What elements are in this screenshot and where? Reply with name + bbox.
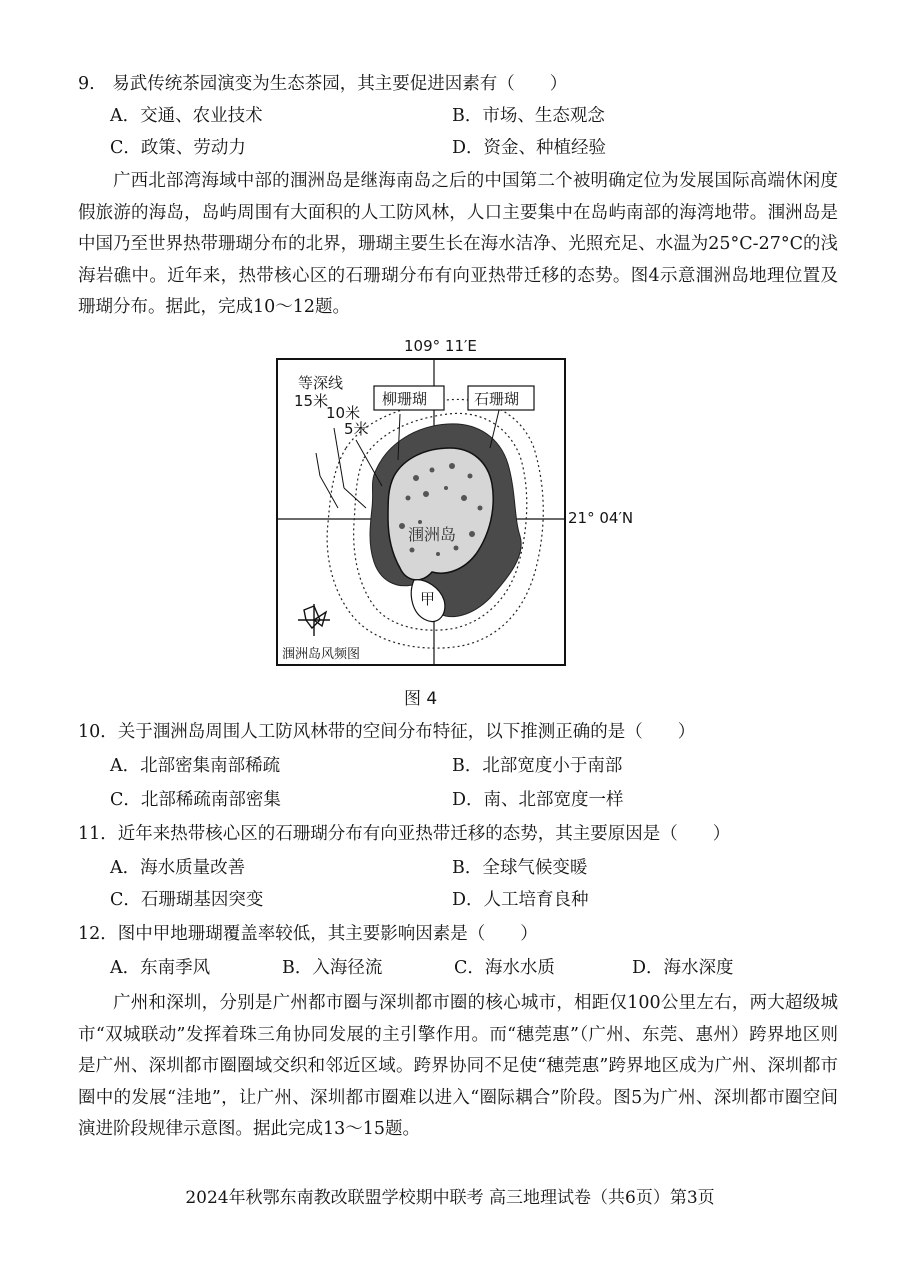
isobath-10m-label: 10米 bbox=[326, 404, 361, 422]
figure-longitude-label: 109° 11′E bbox=[404, 337, 477, 355]
question-12-stem: 12．图中甲地珊瑚覆盖率较低，其主要影响因素是（ ） bbox=[78, 924, 538, 944]
figure-4-map bbox=[276, 358, 566, 666]
question-11-stem: 11．近年来热带核心区的石珊瑚分布有向亚热带迁移的态势，其主要原因是（ ） bbox=[78, 824, 731, 844]
question-9-option-b: B．市场、生态观念 bbox=[452, 106, 605, 126]
isobath-15m-label: 15米 bbox=[294, 392, 329, 410]
wind-rose-label: 涠洲岛风频图 bbox=[282, 647, 361, 662]
question-10-option-d: D．南、北部宽度一样 bbox=[452, 790, 624, 810]
question-9-option-a: A．交通、农业技术 bbox=[110, 106, 263, 126]
question-11-option-b: B．全球气候变暖 bbox=[452, 858, 588, 878]
stone-coral-label: 石珊瑚 bbox=[474, 390, 520, 408]
question-11-option-a: A．海水质量改善 bbox=[110, 858, 246, 878]
question-12-option-b: B．入海径流 bbox=[282, 958, 383, 978]
island-name-label: 涠洲岛 bbox=[408, 525, 457, 544]
isobath-5m-label: 5米 bbox=[344, 420, 369, 438]
passage-weizhou-island bbox=[78, 166, 838, 324]
question-9-option-c: C．政策、劳动力 bbox=[110, 138, 246, 158]
question-9-stem: 9. 易武传统茶园演变为生态茶园，其主要促进因素有（ ） bbox=[78, 74, 568, 94]
question-10-option-b: B．北部宽度小于南部 bbox=[452, 756, 623, 776]
isobath-title: 等深线 bbox=[298, 374, 344, 392]
soft-coral-label: 柳珊瑚 bbox=[382, 390, 428, 408]
page-footer: 2024年秋鄂东南教改联盟学校期中联考 高三地理试卷（共6页）第3页 bbox=[185, 1188, 715, 1208]
question-11-option-d: D．人工培育良种 bbox=[452, 890, 589, 910]
question-10-option-c: C．北部稀疏南部密集 bbox=[110, 790, 281, 810]
figure-latitude-label: 21° 04′N bbox=[568, 509, 634, 527]
question-9-option-d: D．资金、种植经验 bbox=[452, 138, 607, 158]
figure-4-caption: 图 4 bbox=[404, 689, 438, 709]
site-jia-label: 甲 bbox=[420, 590, 436, 608]
passage-guangzhou-shenzhen bbox=[78, 988, 838, 1146]
question-12-option-d: D．海水深度 bbox=[632, 958, 734, 978]
question-12-option-c: C．海水水质 bbox=[454, 958, 555, 978]
question-10-option-a: A．北部密集南部稀疏 bbox=[110, 756, 281, 776]
question-10-stem: 10．关于涠洲岛周围人工防风林带的空间分布特征，以下推测正确的是（ ） bbox=[78, 722, 696, 742]
passage-guangzhou-text: 广州和深圳，分别是广州都市圈与深圳都市圈的核心城市，相距仅100公里左右，两大超级城市“双城联动”发挥着珠三角协同发展的主引擎作用。而“穗莞惠”（广州、东莞、惠州）跨界地区则是广州、深圳都市圈圈域交织和邻近区域。跨界协同不足使“穗莞惠”跨界地区成为广州、深圳都市圈中的发展“洼地”，让广州、深圳都市圈难以进入“圈际耦合”阶段。图5为广州、深圳都市圈空间演进阶段规律示意图。据此完成13～15题。 bbox=[78, 993, 838, 1139]
question-11-option-c: C．石珊瑚基因突变 bbox=[110, 890, 264, 910]
question-12-option-a: A．东南季风 bbox=[110, 958, 211, 978]
passage-weizhou-text: 广西北部湾海域中部的涠洲岛是继海南岛之后的中国第二个被明确定位为发展国际高端休闲度假旅游的海岛，岛屿周围有大面积的人工防风林，人口主要集中在岛屿南部的海湾地带。涠洲岛是中国乃至世界热带珊瑚分布的北界，珊瑚主要生长在海水洁净、光照充足、水温为25°C-27°C的浅海岩礁中。近年来，热带核心区的石珊瑚分布有向亚热带迁移的态势。图4示意涠洲岛地理位置及珊瑚分布。据此，完成10～12题。 bbox=[78, 171, 838, 317]
